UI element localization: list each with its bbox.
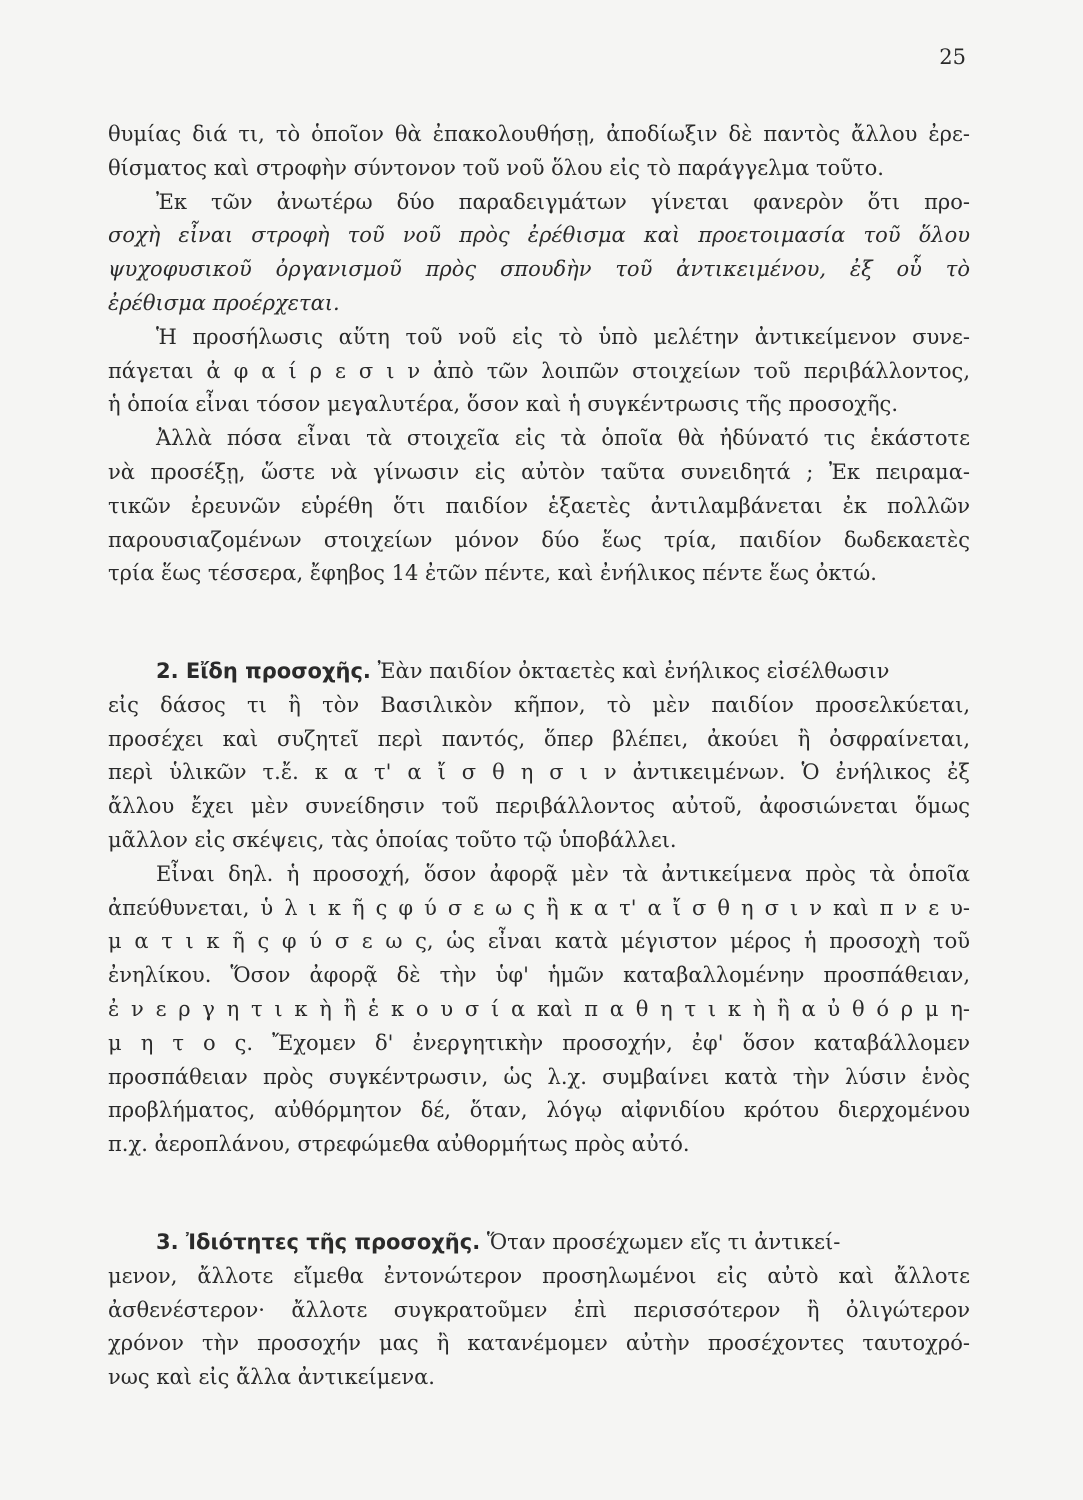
section-2-first-line [108, 655, 970, 689]
text-line: πάγεται ἀ φ α ί ρ ε σ ι ν ἀπὸ τῶν λοιπῶν στοιχείων τοῦ περιβάλλοντος, [108, 358, 970, 383]
section-3 [108, 1226, 970, 1395]
text-line: Ἡ προσήλωσις αὕτη τοῦ νοῦ εἰς τὸ ὑπὸ μελέτην ἀντικείμενον συνε- [156, 324, 970, 349]
text-line: νὰ προσέξῃ, ὥστε νὰ γίνωσιν εἰς αὐτὸν ταῦτα συνειδητά ; Ἐκ πειραμα- [108, 459, 970, 484]
text-line: Εἶναι δηλ. ἡ προσοχή, ὅσον ἀφορᾷ μὲν τὰ ἀντικείμενα πρὸς τὰ ὁποῖα [156, 861, 970, 886]
text-line: τικῶν ἐρευνῶν εὑρέθη ὅτι παιδίον ἑξαετὲς ἀντιλαμβάνεται ἐκ πολλῶν [108, 493, 970, 518]
text-line: ψυχοφυσικοῦ ὀργανισμοῦ πρὸς σπουδὴν τοῦ ἀντικειμένου, ἐξ οὗ τὸ [108, 257, 970, 282]
text-line: περὶ ὑλικῶν τ.ἔ. κ α τ' α ἴ σ θ η σ ι ν ἀντικειμένων. Ὁ ἐνήλικος ἐξ [108, 760, 970, 785]
text-line: εἰς δάσος τι ἢ τὸν Βασιλικὸν κῆπον, τὸ μὲν παιδίον προσελκύεται, [108, 692, 970, 717]
text-line: ἀπεύθυνεται, ὑ λ ι κ ῆ ς φ ύ σ ε ω ς ἢ κ α τ' α ἴ σ θ η σ ι ν καὶ π ν ε υ- [108, 895, 970, 920]
text-line: Ἀλλὰ πόσα εἶναι τὰ στοιχεῖα εἰς τὰ ὁποῖα θὰ ἠδύνατό τις ἑκάστοτε [156, 426, 970, 451]
section-2 [108, 655, 970, 1162]
page-number: 25 [939, 45, 966, 69]
text-line: ἐ ν ε ρ γ η τ ι κ ὴ ἢ ἑ κ ο υ σ ί α καὶ π α θ η τ ι κ ὴ ἢ α ὐ θ ό ρ μ η- [108, 996, 970, 1021]
text-line: ἀσθενέστερον· ἄλλοτε συγκρατοῦμεν ἐπὶ περισσότερον ἢ ὀλιγώτερον [108, 1297, 970, 1322]
text-line: π.χ. ἀεροπλάνου, στρεφώμεθα αὐθορμήτως πρὸς αὐτό. [108, 1132, 690, 1157]
text-line: προσέχει καὶ συζητεῖ περὶ παντός, ὅπερ βλέπει, ἀκούει ἢ ὀσφραίνεται, [108, 726, 970, 751]
text-line: τρία ἕως τέσσερα, ἔφηβος 14 ἐτῶν πέντε, καὶ ἐνήλικος πέντε ἕως ὀκτώ. [108, 561, 877, 586]
text-line: παρουσιαζομένων στοιχείων μόνον δύο ἕως τρία, παιδίον δωδεκαετὲς [108, 527, 970, 552]
text-line: σοχὴ εἶναι στροφὴ τοῦ νοῦ πρὸς ἐρέθισμα καὶ προετοιμασία τοῦ ὅλου [108, 223, 970, 248]
text-line: θίσματος καὶ στροφὴν σύντονον τοῦ νοῦ ὅλου εἰς τὸ παράγγελμα τοῦτο. [108, 155, 884, 180]
opening-paragraphs [108, 118, 970, 591]
text-line: Ὅταν προσέχωμεν εἴς τι ἀντικεί- [486, 1230, 841, 1254]
text-line: μ α τ ι κ ῆ ς φ ύ σ ε ω ς, ὡς εἶναι κατὰ μέγιστον μέρος ἡ προσοχὴ τοῦ [108, 929, 970, 954]
text-line: Ἐὰν παιδίον ὀκταετὲς καὶ ἐνήλικος εἰσέλθωσιν [377, 659, 890, 683]
section-2-heading: 2. Εἴδη προσοχῆς. [156, 659, 371, 683]
section-3-heading: 3. Ἰδιότητες τῆς προσοχῆς. [156, 1230, 481, 1254]
text-line: ἡ ὁποία εἶναι τόσον μεγαλυτέρα, ὅσον καὶ ἡ συγκέντρωσις τῆς προσοχῆς. [108, 392, 898, 417]
section-3-first-line [108, 1226, 970, 1260]
text-line: νως καὶ εἰς ἄλλα ἀντικείμενα. [108, 1365, 435, 1390]
text-line: μ η τ ο ς. Ἔχομεν δ' ἐνεργητικὴν προσοχήν, ἐφ' ὅσον καταβάλλομεν [108, 1030, 970, 1055]
text-line: θυμίας διά τι, τὸ ὁποῖον θὰ ἐπακολουθήσῃ, ἀποδίωξιν δὲ παντὸς ἄλλου ἐρε- [108, 122, 970, 146]
text-line: προσπάθειαν πρὸς συγκέντρωσιν, ὡς λ.χ. συμβαίνει κατὰ τὴν λύσιν ἑνὸς [108, 1064, 970, 1089]
text-line: ἄλλου ἔχει μὲν συνείδησιν τοῦ περιβάλλοντος αὐτοῦ, ἀφοσιώνεται ὅμως [108, 794, 970, 819]
text-line: Ἐκ τῶν ἀνωτέρω δύο παραδειγμάτων γίνεται φανερὸν ὅτι προ- [156, 189, 970, 214]
text-line: χρόνον τὴν προσοχήν μας ἢ κατανέμομεν αὐτὴν προσέχοντες ταυτοχρό- [108, 1331, 970, 1356]
text-line: μᾶλλον εἰς σκέψεις, τὰς ὁποίας τοῦτο τῷ ὑποβάλλει. [108, 827, 677, 852]
text-line: ἐρέθισμα προέρχεται. [108, 290, 340, 315]
text-line: ἐνηλίκου. Ὅσον ἀφορᾷ δὲ τὴν ὑφ' ἡμῶν καταβαλλομένην προσπάθειαν, [108, 963, 970, 988]
text-line: μενον, ἄλλοτε εἴμεθα ἐντονώτερον προσηλωμένοι εἰς αὐτὸ καὶ ἄλλοτε [108, 1263, 970, 1288]
text-line: προβλήματος, αὐθόρμητον δέ, ὅταν, λόγῳ αἰφνιδίου κρότου διερχομένου [108, 1098, 970, 1123]
